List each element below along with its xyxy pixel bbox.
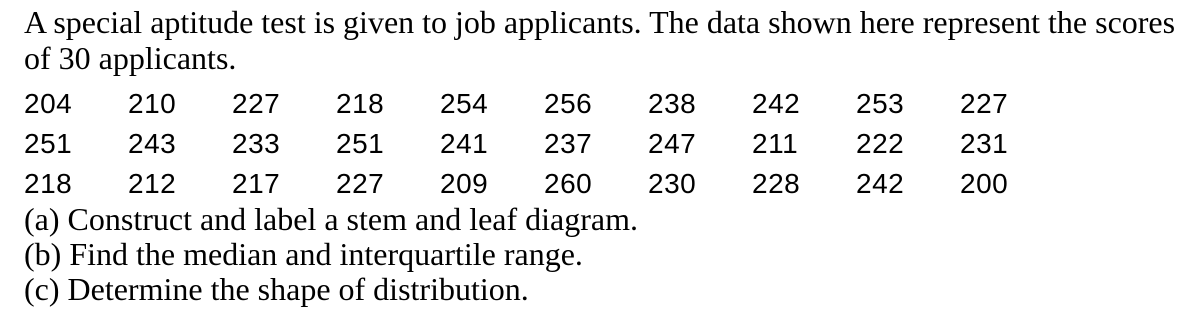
score-cell: 209 [440,168,489,199]
score-cell: 218 [24,168,73,199]
score-cell: 253 [856,88,905,119]
score-cell: 233 [232,128,281,159]
questions-list [24,202,1194,307]
score-cell: 242 [752,88,801,119]
score-cell: 227 [960,88,1009,119]
score-cell: 218 [336,88,385,119]
problem-document [24,0,1194,307]
question-a: (a) Construct and label a stem and leaf diagram. [24,201,638,237]
score-cell: 228 [752,168,801,199]
problem-intro: A special aptitude test is given to job applicants. The data shown here represent the scores of 30 applicants. [24,4,1176,76]
score-cell: 211 [752,128,799,159]
score-cell: 217 [232,168,281,199]
question-c: (c) Determine the shape of distribution. [24,271,529,307]
score-cell: 238 [648,88,697,119]
score-cell: 227 [336,168,385,199]
score-cell: 210 [128,88,177,119]
scores-row [24,84,1194,124]
score-cell: 230 [648,168,697,199]
scores-row [24,124,1194,164]
scores-row [24,164,1194,204]
score-cell: 212 [128,168,177,199]
score-cell: 256 [544,88,593,119]
score-cell: 222 [856,128,905,159]
score-cell: 204 [24,88,73,119]
question-b: (b) Find the median and interquartile range. [24,236,583,272]
score-cell: 200 [960,168,1009,199]
score-cell: 242 [856,168,905,199]
score-cell: 254 [440,88,489,119]
score-cell: 260 [544,168,593,199]
score-cell: 241 [440,128,489,159]
score-cell: 237 [544,128,593,159]
score-cell: 247 [648,128,697,159]
scores-table [24,84,1194,204]
score-cell: 231 [960,128,1009,159]
score-cell: 251 [336,128,385,159]
score-cell: 243 [128,128,177,159]
score-cell: 251 [24,128,73,159]
score-cell: 227 [232,88,281,119]
